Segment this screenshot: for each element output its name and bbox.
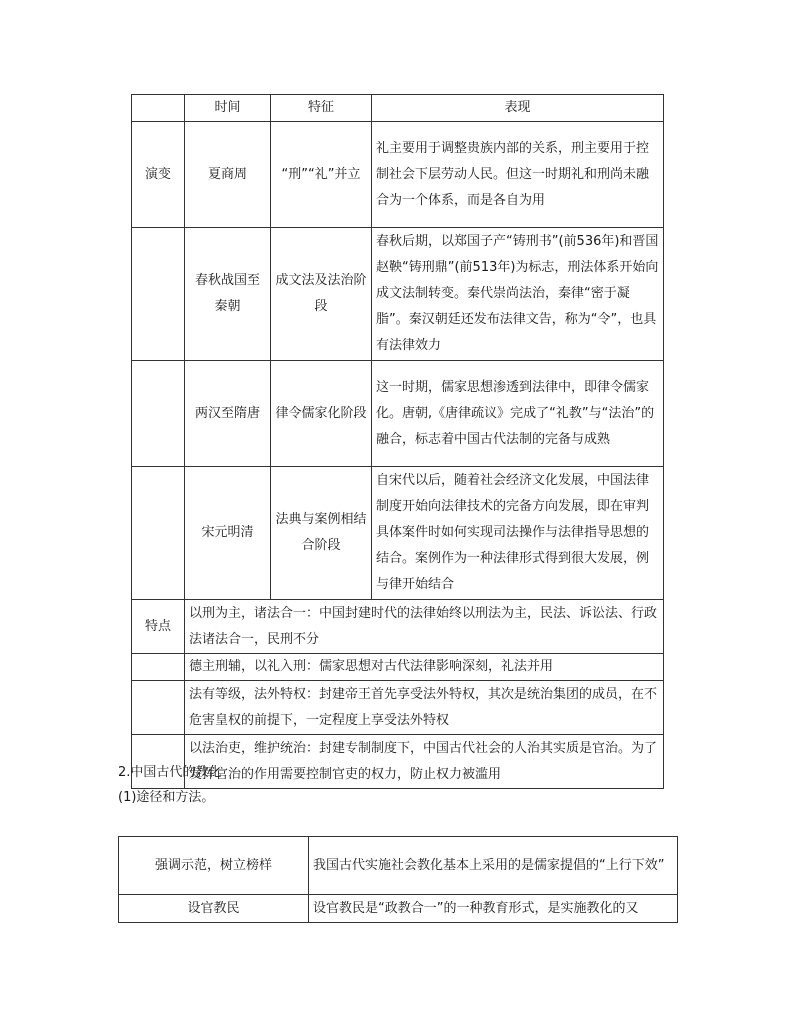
detail-cell: 自宋代以后，随着社会经济文化发展，中国法律制度开始向法律技术的完备方向发展，即在审判具体案件时如何实现司法操作与法律指导思想的结合。案例作为一种法律形式得到很大发展，例与律开始结合: [372, 467, 664, 600]
table-header-row: [132, 95, 664, 122]
table-row: [132, 654, 664, 681]
feature-cell: “刑”“礼”并立: [271, 122, 372, 228]
period-cell: 夏商周: [185, 122, 271, 228]
subheading: (1)途径和方法。: [118, 790, 215, 805]
feature-item: 以刑为主，诸法合一：中国封建时代的法律始终以刑法为主，民法、诉讼法、行政法诸法合一，民刑不分: [185, 600, 664, 654]
feature-item: 德主刑辅，以礼入刑：儒家思想对古代法律影响深刻，礼法并用: [185, 654, 664, 681]
legal-history-table: [131, 94, 664, 789]
table-row: [132, 600, 664, 654]
feature-cell: 成文法及法治阶段: [271, 228, 372, 361]
header-cell: 表现: [372, 95, 664, 122]
evolution-label: 演变: [132, 122, 185, 228]
empty-cell: [132, 681, 185, 735]
header-cell: 特征: [271, 95, 372, 122]
table-row: [132, 467, 664, 600]
table-row: [132, 228, 664, 361]
method-cell: 强调示范，树立榜样: [119, 837, 309, 895]
table-row: [132, 681, 664, 735]
period-cell: 春秋战国至秦朝: [185, 228, 271, 361]
features-label: 特点: [132, 600, 185, 654]
table-row: [119, 895, 678, 923]
detail-cell: 这一时期，儒家思想渗透到法律中，即律令儒家化。唐朝,《唐律疏议》完成了“礼教”与“法治”的融合，标志着中国古代法制的完备与成熟: [372, 361, 664, 467]
detail-cell: 设官教民是“政教合一”的一种教育形式，是实施教化的又: [309, 895, 678, 923]
empty-cell: [132, 361, 185, 467]
section-heading: 2.中国古代的教化: [118, 765, 222, 780]
header-cell: 时间: [185, 95, 271, 122]
education-methods-table: [118, 836, 678, 923]
table-row: [119, 837, 678, 895]
empty-cell: [132, 467, 185, 600]
table-row: [132, 361, 664, 467]
feature-cell: 律令儒家化阶段: [271, 361, 372, 467]
table-row: [132, 122, 664, 228]
feature-item: 法有等级，法外特权：封建帝王首先享受法外特权，其次是统治集团的成员，在不危害皇权的前提下，一定程度上享受法外特权: [185, 681, 664, 735]
detail-cell: 我国古代实施社会教化基本上采用的是儒家提倡的“上行下效”: [309, 837, 678, 895]
detail-cell: 礼主要用于调整贵族内部的关系，刑主要用于控制社会下层劳动人民。但这一时期礼和刑尚未融合为一个体系，而是各自为用: [372, 122, 664, 228]
period-cell: 两汉至隋唐: [185, 361, 271, 467]
feature-item: 以法治吏，维护统治：封建专制制度下，中国古代社会的人治其实质是官治。为了发挥官治的作用需要控制官吏的权力，防止权力被滥用: [185, 735, 664, 789]
feature-cell: 法典与案例相结合阶段: [271, 467, 372, 600]
empty-cell: [132, 228, 185, 361]
detail-cell: 春秋后期，以郑国子产“铸刑书”(前536年)和晋国赵鞅“铸刑鼎”(前513年)为标志，刑法体系开始向成文法制转变。秦代崇尚法治，秦律“密于凝脂”。秦汉朝廷还发布法律文告，称为“令”，也具有法律效力: [372, 228, 664, 361]
period-cell: 宋元明清: [185, 467, 271, 600]
method-cell: 设官教民: [119, 895, 309, 923]
empty-cell: [132, 654, 185, 681]
header-cell: [132, 95, 185, 122]
